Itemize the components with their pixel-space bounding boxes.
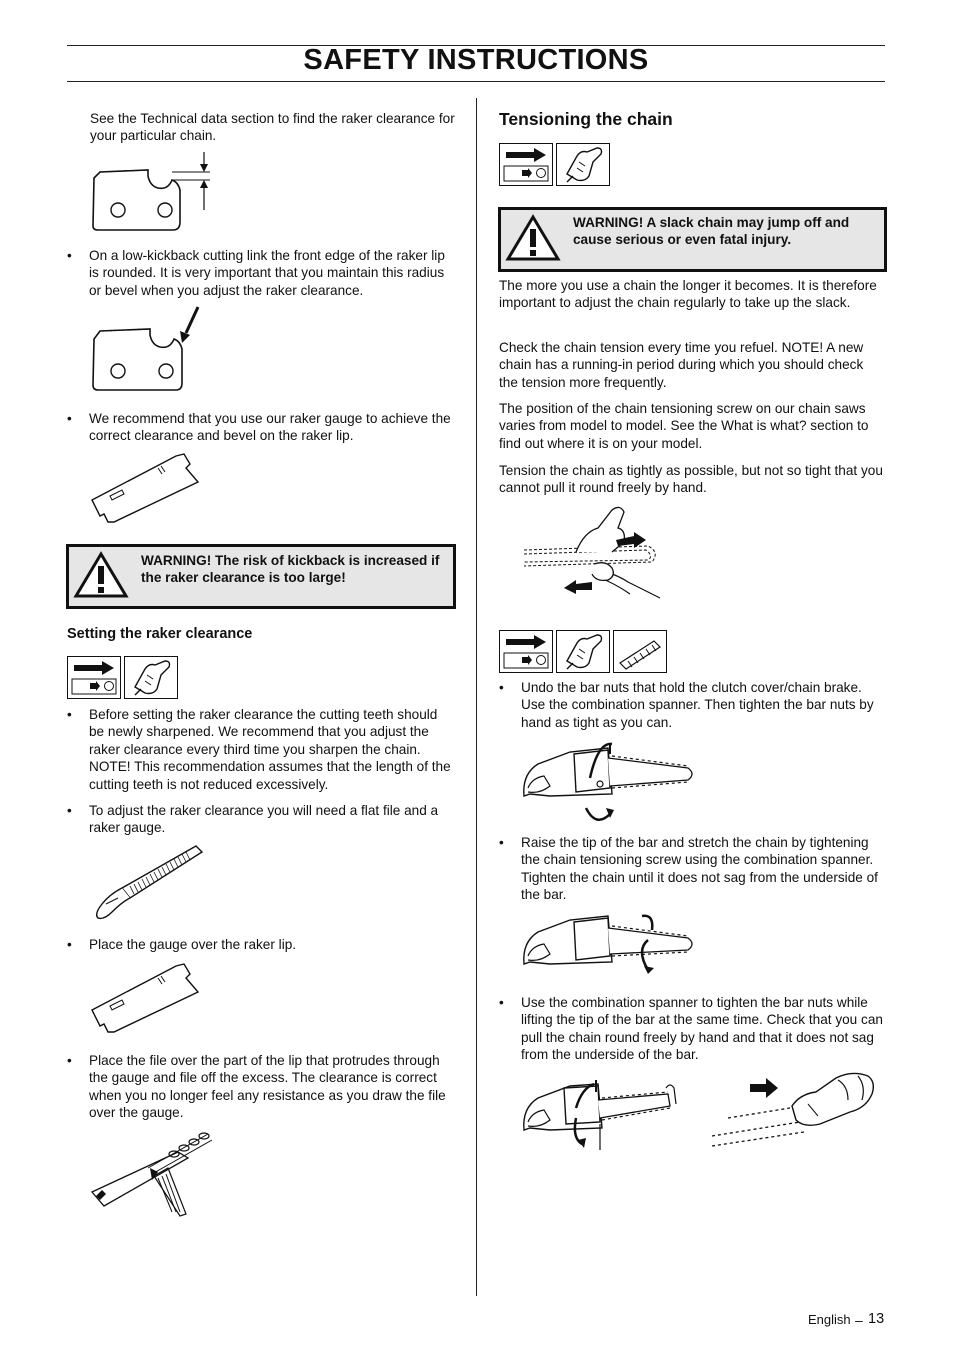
chainsaw-loosen-nuts-illustration (520, 738, 700, 833)
header-bottom-rule (67, 81, 885, 82)
tension-tightly-paragraph: Tension the chain as tightly as possible, but not so tight that you cannot pull it round freely by hand. (499, 463, 883, 496)
page-title: SAFETY INSTRUCTIONS (303, 44, 649, 76)
chainsaw-tension-screw-illustration (520, 910, 700, 975)
bullet-symbol: • (499, 995, 504, 1010)
bullet-combination-spanner-text: Use the combination spanner to tighten the bar nuts while lifting the tip of the bar at the same time. Check that you can pull the chain round freely by hand and that it does not sag from the underside of the bar. (521, 995, 883, 1063)
bullet-symbol: • (67, 937, 72, 952)
lowkickback-link-illustration (88, 305, 218, 395)
glove-icon (556, 630, 610, 673)
warning-triangle-icon (505, 214, 561, 262)
footer-language: English (808, 1312, 851, 1327)
file-brush-icon (613, 630, 667, 673)
cutter-link-illustration (88, 150, 218, 235)
bullet-symbol: • (67, 1053, 72, 1068)
pulling-chain-by-hand-illustration (520, 502, 670, 607)
engine-stop-icon (499, 143, 553, 186)
bullet-lowkickback-text: On a low-kickback cutting link the front edge of the raker lip is rounded. It is very important that you maintain this radius or bevel when you adjust the raker clearance. (89, 248, 445, 298)
bullet-symbol: • (67, 411, 72, 426)
bullet-symbol: • (499, 835, 504, 850)
bullet-sharpen-text: Before setting the raker clearance the cutting teeth should be newly sharpened. We recommend that you adjust the raker clearance every third time you sharpen the chain. NOTE! This recommendation assumes that the length of the cutting teeth is not reduced excessively. (89, 707, 451, 792)
bullet-place-gauge-text: Place the gauge over the raker lip. (89, 937, 297, 952)
bullet-symbol: • (67, 803, 72, 818)
tensioning-heading: Tensioning the chain (499, 109, 673, 129)
footer-dash: – (855, 1312, 863, 1328)
flat-file-illustration (88, 842, 208, 922)
bullet-file-over-text: Place the file over the part of the lip that protrudes through the gauge and file off the excess. The clearance is correct when you no longer feel any resistance as you draw the file over the gauge. (89, 1053, 446, 1121)
filing-gauge-illustration (88, 1128, 218, 1218)
bullet-symbol: • (499, 680, 504, 695)
glove-icon (556, 143, 610, 186)
bullet-symbol: • (67, 707, 72, 722)
bullet-symbol: • (67, 248, 72, 263)
intro-text: See the Technical data section to find the raker clearance for your particular chain. (90, 111, 455, 144)
chain-length-paragraph: The more you use a chain the longer it becomes. It is therefore important to adjust the chain regularly to take up the slack. (499, 278, 877, 311)
bullet-flatfile-text: To adjust the raker clearance you will need a flat file and a raker gauge. (89, 803, 439, 836)
tensioning-screw-paragraph: The position of the chain tensioning screw on our chain saws varies from model to model. See the What is what? section to find out where it is on your model. (499, 401, 869, 451)
engine-stop-icon (67, 656, 121, 699)
check-tension-paragraph: Check the chain tension every time you refuel. NOTE! A new chain has a running-in period during which you should check the tension more frequently. (499, 340, 864, 390)
glove-icon (124, 656, 178, 699)
page-number: 13 (868, 1311, 885, 1327)
bullet-undo-nuts-text: Undo the bar nuts that hold the clutch cover/chain brake. Use the combination spanner. Then tighten the bar nuts by hand as tight as you can. (521, 680, 874, 730)
column-divider (476, 98, 477, 1296)
chainsaw-tighten-nuts-illustration (520, 1078, 690, 1153)
setting-raker-heading: Setting the raker clearance (67, 626, 253, 642)
raker-gauge-illustration-2 (88, 960, 203, 1035)
glove-pulling-chain-illustration (708, 1068, 883, 1153)
engine-stop-icon (499, 630, 553, 673)
raker-gauge-illustration (88, 450, 203, 525)
bullet-gauge-text: We recommend that you use our raker gauge to achieve the correct clearance and bevel on the raker lip. (89, 411, 451, 444)
bullet-raise-tip-text: Raise the tip of the bar and stretch the chain by tightening the chain tensioning screw using the combination spanner. Tighten the chain until it does not sag from the underside of the bar. (521, 835, 878, 903)
slack-chain-warning-text: WARNING! A slack chain may jump off and cause serious or even fatal injury. (573, 215, 850, 248)
warning-triangle-icon (73, 551, 129, 599)
kickback-warning-text: WARNING! The risk of kickback is increased if the raker clearance is too large! (141, 553, 440, 586)
